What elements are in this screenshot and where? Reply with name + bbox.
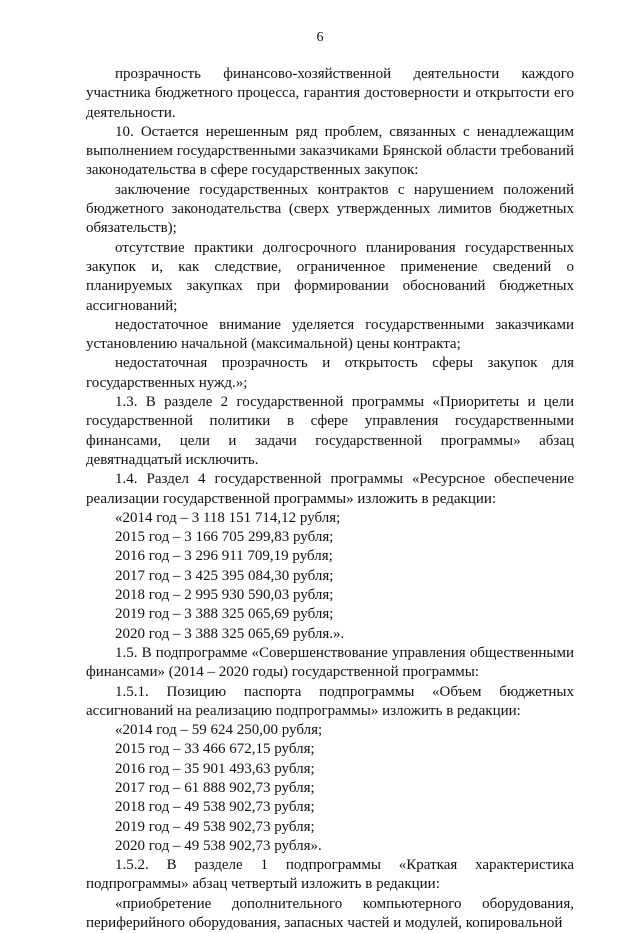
funding-line-2018: 2018 год – 2 995 930 590,03 рубля; (115, 587, 334, 604)
funding-line-2017: 2017 год – 3 425 395 084,30 рубля; (115, 567, 334, 584)
paragraph-transparency-procurement: недостаточная прозрачность и открытость сферы закупок для государственных нужд.»; (86, 355, 574, 391)
paragraph-10-problems: 10. Остается нерешенным ряд проблем, связанных с ненадлежащим выполнением государственными заказчиками Брянской области требований законодательства в сфере государственных закупок: (86, 123, 574, 179)
paragraph-long-term-planning: отсутствие практики долгосрочного планирования государственных закупок и, как следствие, ограниченное применение сведений о планируемых закупках при формировании обоснований бюджетных ассигнований; (86, 239, 574, 314)
subprogram-funding-line-2015: 2015 год – 33 466 672,15 рубля; (115, 741, 315, 758)
subprogram-funding-line-2020: 2020 год – 49 538 902,73 рубля». (115, 837, 322, 854)
page-number: 6 (316, 30, 324, 45)
subprogram-funding-line-2018: 2018 год – 49 538 902,73 рубля; (115, 799, 315, 816)
paragraph-1-5-1: 1.5.1. Позицию паспорта подпрограммы «Объем бюджетных ассигнований на реализацию подпрограммы» изложить в редакции: (86, 683, 574, 719)
paragraph-equipment: «приобретение дополнительного компьютерного оборудования, периферийного оборудования, запасных частей и модулей, копировальной (86, 895, 574, 932)
funding-line-2016: 2016 год – 3 296 911 709,19 рубля; (115, 548, 333, 565)
funding-line-2015: 2015 год – 3 166 705 299,83 рубля; (115, 529, 334, 546)
paragraph-initial-price: недостаточное внимание уделяется государственными заказчиками установлению начальной (максимальной) цены контракта; (86, 316, 574, 353)
subprogram-funding-line-2016: 2016 год – 35 901 493,63 рубля; (115, 760, 315, 777)
paragraph-1-5-2: 1.5.2. В разделе 1 подпрограммы «Краткая характеристика подпрограммы» абзац четвертый изложить в редакции: (86, 857, 574, 893)
subprogram-funding-line-2014: «2014 год – 59 624 250,00 рубля; (115, 722, 323, 739)
subprogram-funding-line-2017: 2017 год – 61 888 902,73 рубля; (115, 779, 315, 796)
subprogram-funding-line-2019: 2019 год – 49 538 902,73 рубля; (115, 818, 315, 835)
paragraph-1-5: 1.5. В подпрограмме «Совершенствование управления общественными финансами» (2014 – 2020 годы) государственной программы: (86, 644, 574, 681)
paragraph-1-3: 1.3. В разделе 2 государственной программы «Приоритеты и цели государственной политики в сфере управления государственными финансами, цели и задачи государственной программы» абзац девятнадцатый исключить. (86, 394, 574, 468)
funding-line-2020: 2020 год – 3 388 325 065,69 рубля.». (115, 625, 345, 642)
paragraph-transparency: прозрачность финансово-хозяйственной деятельности каждого участника бюджетного процесса, гарантия достоверности и открытости его деятельности. (86, 66, 574, 121)
funding-line-2014: «2014 год – 3 118 151 714,12 рубля; (115, 509, 341, 526)
paragraph-1-4: 1.4. Раздел 4 государственной программы «Ресурсное обеспечение реализации государственной программы» изложить в редакции: (86, 471, 574, 507)
paragraph-contracts: заключение государственных контрактов с нарушением положений бюджетного законодательства (сверх утвержденных лимитов бюджетных обязательств); (86, 181, 574, 237)
funding-line-2019: 2019 год – 3 388 325 065,69 рубля; (115, 606, 334, 623)
document-body (86, 65, 574, 933)
